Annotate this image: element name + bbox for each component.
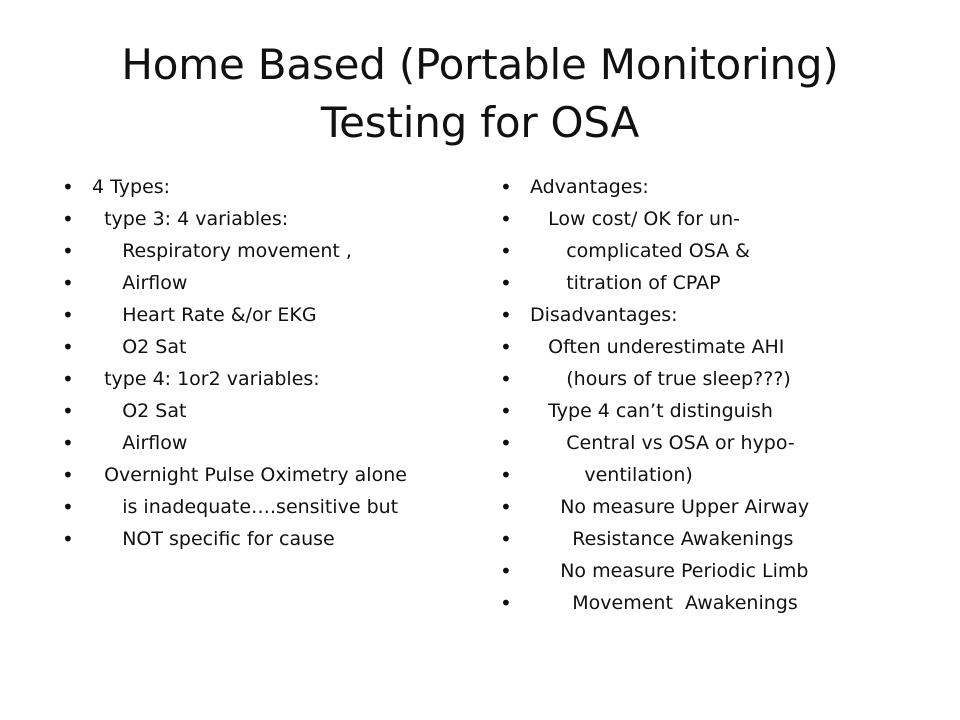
list-item: • (hours of true sleep???): [500, 363, 940, 395]
bullet-icon: [62, 459, 92, 491]
list-item: • Resistance Awakenings: [500, 523, 940, 555]
list-item: • Type 4 can’t distinguish: [500, 395, 940, 427]
bullet-icon: [500, 235, 530, 267]
bullet-icon: [500, 331, 530, 363]
list-item: • No measure Periodic Limb: [500, 555, 940, 587]
left-bullet-list: [62, 171, 482, 555]
bullet-icon: [500, 363, 530, 395]
bullet-icon: [500, 171, 530, 203]
bullet-icon: [62, 523, 92, 555]
list-item: • Heart Rate &/or EKG: [62, 299, 482, 331]
bullet-icon: [500, 203, 530, 235]
slide-title-line-1: Home Based (Portable Monitoring): [121, 40, 839, 89]
list-item: • O2 Sat: [62, 395, 482, 427]
bullet-icon: [62, 299, 92, 331]
bullet-icon: [500, 427, 530, 459]
bullet-icon: [500, 459, 530, 491]
bullet-icon: [500, 299, 530, 331]
list-item: • complicated OSA &: [500, 235, 940, 267]
bullet-icon: [62, 363, 92, 395]
list-item: • Central vs OSA or hypo-: [500, 427, 940, 459]
list-item: • ventilation): [500, 459, 940, 491]
list-item: • titration of CPAP: [500, 267, 940, 299]
bullet-icon: [500, 267, 530, 299]
slide-title: [40, 36, 920, 152]
right-bullet-list: [500, 171, 940, 619]
list-item: • NOT specific for cause: [62, 523, 482, 555]
bullet-icon: [62, 267, 92, 299]
bullet-icon: [500, 523, 530, 555]
list-item: • Disadvantages:: [500, 299, 940, 331]
bullet-icon: [62, 331, 92, 363]
list-item: • is inadequate….sensitive but: [62, 491, 482, 523]
slide-title-line-2: Testing for OSA: [320, 98, 640, 147]
list-item: • O2 Sat: [62, 331, 482, 363]
list-item: • Airflow: [62, 427, 482, 459]
bullet-icon: [62, 491, 92, 523]
bullet-icon: [62, 235, 92, 267]
bullet-icon: [500, 555, 530, 587]
list-item: • type 3: 4 variables:: [62, 203, 482, 235]
list-item: • Often underestimate AHI: [500, 331, 940, 363]
bullet-icon: [62, 171, 92, 203]
list-item: • Advantages:: [500, 171, 940, 203]
list-item: • type 4: 1or2 variables:: [62, 363, 482, 395]
bullet-icon: [62, 395, 92, 427]
bullet-icon: [500, 395, 530, 427]
bullet-icon: [500, 491, 530, 523]
bullet-icon: [62, 427, 92, 459]
list-item: • 4 Types:: [62, 171, 482, 203]
bullet-icon: [62, 203, 92, 235]
list-item: • No measure Upper Airway: [500, 491, 940, 523]
list-item: • Respiratory movement ,: [62, 235, 482, 267]
list-item: • Low cost/ OK for un-: [500, 203, 940, 235]
list-item: • Movement Awakenings: [500, 587, 940, 619]
list-item: • Overnight Pulse Oximetry alone: [62, 459, 482, 491]
bullet-icon: [500, 587, 530, 619]
list-item: • Airflow: [62, 267, 482, 299]
